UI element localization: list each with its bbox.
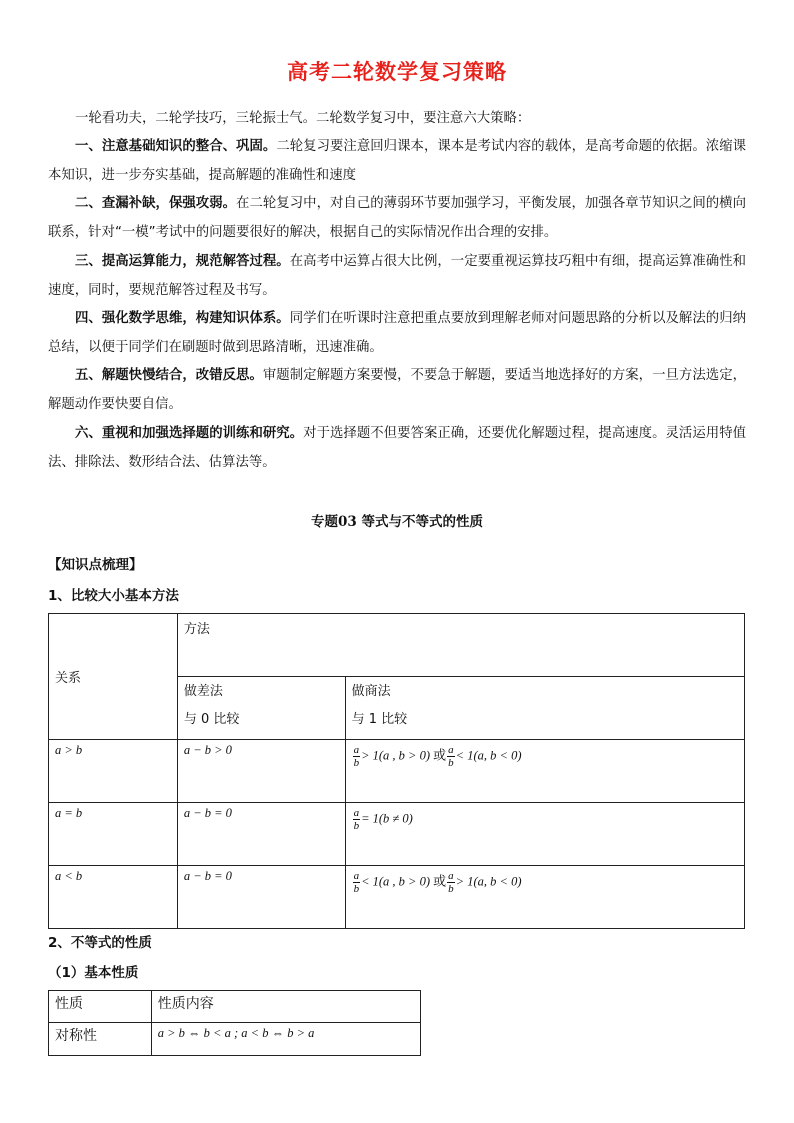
- strategy-6: [48, 420, 746, 477]
- strategy-2: [48, 190, 746, 247]
- relation-cell: a < b: [49, 866, 178, 929]
- strategy-head: 三、提高运算能力，规范解答过程。: [75, 254, 290, 269]
- page-title: 高考二轮数学复习策略: [287, 60, 507, 84]
- strategy-3: [48, 248, 746, 305]
- header-difference-method: 做差法 与 0 比较: [177, 677, 345, 740]
- intro-paragraph: 一轮看功夫，二轮学技巧，三轮振士气。二轮数学复习中，要注意六大策略：: [75, 111, 531, 126]
- difference-cell: a − b = 0: [177, 803, 345, 866]
- strategy-head: 五、解题快慢结合，改错反思。: [75, 368, 263, 383]
- header-property: 性质: [49, 991, 152, 1023]
- table-row: [49, 803, 745, 866]
- quotient-cell: $\frac{a}{b}$ = 1(b ≠ 0): [345, 803, 744, 866]
- strategy-body: 对于选择题不但要答案正确，还要优化解题过程，提高速度。灵活运用特值法、排除法、数形结合法、估算法等。: [48, 426, 747, 470]
- section-2-title: 2、不等式的性质: [48, 935, 152, 951]
- section-label: 【知识点梳理】: [48, 557, 143, 573]
- strategy-body: 在高考中运算占很大比例，一定要重视运算技巧粗中有细，提高运算准确性和速度，同时，要规范解答过程及书写。: [48, 254, 747, 298]
- difference-cell: a − b > 0: [177, 740, 345, 803]
- header-method: 方法: [177, 614, 744, 677]
- strategy-head: 二、查漏补缺，保强攻弱。: [75, 196, 237, 211]
- table-row: [49, 740, 745, 803]
- property-content-cell: a > b ⇔ b < a ; a < b ⇔ b > a: [151, 1023, 420, 1056]
- section-2-subtitle: （1）基本性质: [48, 965, 139, 981]
- quotient-cell: $\frac{a}{b}$ < 1(a , b > 0) 或 $\frac{a}{b}$ > 1(a, b < 0): [345, 866, 744, 929]
- difference-cell: a − b = 0: [177, 866, 345, 929]
- strategy-head: 六、重视和加强选择题的训练和研究。: [75, 426, 304, 441]
- header-relation: 关系: [49, 614, 178, 740]
- relation-cell: a > b: [49, 740, 178, 803]
- strategy-5: [48, 362, 746, 419]
- strategy-head: 一、注意基础知识的整合、巩固。: [75, 139, 277, 154]
- strategy-body: 在二轮复习中，对自己的薄弱环节要加强学习，平衡发展，加强各章节知识之间的横向联系，针对“一模”考试中的问题要很好的解决，根据自己的实际情况作出合理的安排。: [48, 196, 746, 240]
- table-row: [49, 1023, 421, 1056]
- quotient-cell: $\frac{a}{b}$ > 1(a , b > 0) 或 $\frac{a}{b}$ < 1(a, b < 0): [345, 740, 744, 803]
- relation-cell: a = b: [49, 803, 178, 866]
- properties-table: [48, 990, 421, 1056]
- comparison-table: [48, 613, 745, 929]
- table-row: [49, 866, 745, 929]
- strategy-body: 审题制定解题方案要慢，不要急于解题，要适当地选择好的方案，一旦方法选定，解题动作要快要自信。: [48, 368, 746, 412]
- header-property-content: 性质内容: [151, 991, 420, 1023]
- strategy-4: [48, 305, 746, 362]
- topic-title: 专题03 等式与不等式的性质: [311, 514, 483, 530]
- section-1-title: 1、比较大小基本方法: [48, 588, 179, 604]
- strategy-body: 二轮复习要注意回归课本，课本是考试内容的载体，是高考命题的依据。浓缩课本知识，进一步夯实基础，提高解题的准确性和速度: [48, 139, 747, 183]
- property-name-cell: 对称性: [49, 1023, 152, 1056]
- strategy-body: 同学们在听课时注意把重点要放到理解老师对问题思路的分析以及解法的归纳总结，以便于同学们在刷题时做到思路清晰，迅速准确。: [48, 311, 747, 355]
- strategy-1: [48, 133, 746, 190]
- strategy-head: 四、强化数学思维，构建知识体系。: [75, 311, 290, 326]
- header-quotient-method: 做商法 与 1 比较: [345, 677, 744, 740]
